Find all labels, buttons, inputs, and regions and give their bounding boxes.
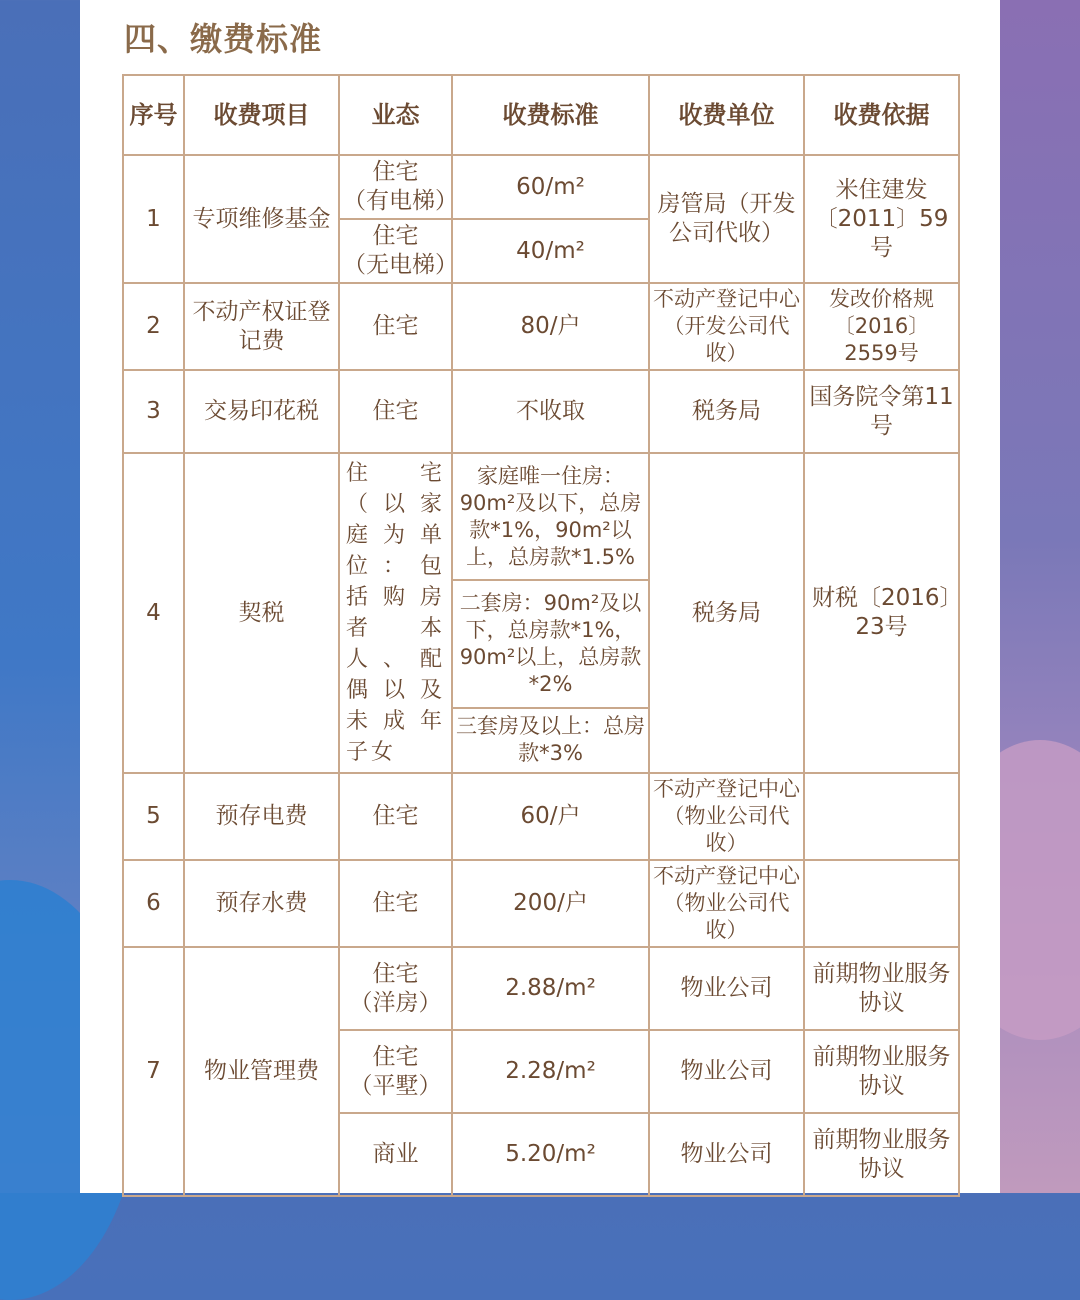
fee-basis: 发改价格规〔2016〕2559号 — [804, 283, 959, 370]
table-row — [123, 773, 959, 860]
fee-basis: 财税〔2016〕23号 — [804, 453, 959, 773]
section-title: 四、缴费标准 — [124, 20, 323, 58]
fee-item: 物业管理费 — [184, 947, 339, 1196]
fee-item: 契税 — [184, 453, 339, 773]
row-number: 4 — [123, 453, 184, 773]
fee-standard: 60/m² — [452, 155, 649, 219]
property-type: 住宅 （洋房） — [339, 947, 452, 1030]
fee-unit: 不动产登记中心（物业公司代收） — [649, 773, 804, 860]
table-row — [123, 155, 959, 219]
fee-unit: 不动产登记中心（物业公司代收） — [649, 860, 804, 947]
fee-standard: 80/户 — [452, 283, 649, 370]
table-row — [123, 453, 959, 580]
header-cell: 序号 — [123, 75, 184, 155]
header-cell: 收费标准 — [452, 75, 649, 155]
fee-standard: 二套房：90m²及以下，总房款*1%，90m²以上，总房款*2% — [452, 580, 649, 707]
fee-basis — [804, 860, 959, 947]
fee-item: 专项维修基金 — [184, 155, 339, 283]
row-number: 2 — [123, 283, 184, 370]
table-row — [123, 860, 959, 947]
fee-basis: 前期物业服务协议 — [804, 1113, 959, 1196]
fee-item: 预存电费 — [184, 773, 339, 860]
fee-standard: 三套房及以上：总房款*3% — [452, 708, 649, 773]
table-header-row — [123, 75, 959, 155]
fee-standard: 不收取 — [452, 370, 649, 453]
fee-standard: 40/m² — [452, 219, 649, 283]
table-row — [123, 370, 959, 453]
row-number: 5 — [123, 773, 184, 860]
fee-standard: 5.20/m² — [452, 1113, 649, 1196]
header-cell: 业态 — [339, 75, 452, 155]
fee-unit: 房管局（开发公司代收） — [649, 155, 804, 283]
property-type: 住宅 — [339, 370, 452, 453]
fee-unit: 物业公司 — [649, 947, 804, 1030]
fee-basis — [804, 773, 959, 860]
header-cell: 收费项目 — [184, 75, 339, 155]
fee-basis: 国务院令第11号 — [804, 370, 959, 453]
fee-unit: 税务局 — [649, 453, 804, 773]
property-type: 住宅 — [339, 283, 452, 370]
fee-table — [122, 74, 960, 1197]
property-type: 住宅（以家庭为单位：包括购房者本人、配偶以及未成年子女 — [339, 453, 452, 773]
property-type: 住宅 — [339, 860, 452, 947]
fee-item: 交易印花税 — [184, 370, 339, 453]
fee-basis: 米住建发〔2011〕59号 — [804, 155, 959, 283]
property-type: 住宅 （平墅） — [339, 1030, 452, 1113]
fee-standard: 60/户 — [452, 773, 649, 860]
fee-standard: 2.28/m² — [452, 1030, 649, 1113]
fee-basis: 前期物业服务协议 — [804, 1030, 959, 1113]
fee-item: 预存水费 — [184, 860, 339, 947]
row-number: 7 — [123, 947, 184, 1196]
table-row — [123, 947, 959, 1030]
property-type: 住宅 （有电梯） — [339, 155, 452, 219]
fee-standard: 200/户 — [452, 860, 649, 947]
table-row — [123, 283, 959, 370]
header-cell: 收费依据 — [804, 75, 959, 155]
fee-standard: 家庭唯一住房：90m²及以下，总房款*1%，90m²以上，总房款*1.5% — [452, 453, 649, 580]
row-number: 3 — [123, 370, 184, 453]
fee-standard: 2.88/m² — [452, 947, 649, 1030]
fee-unit: 税务局 — [649, 370, 804, 453]
row-number: 1 — [123, 155, 184, 283]
row-number: 6 — [123, 860, 184, 947]
property-type: 住宅 （无电梯） — [339, 219, 452, 283]
fee-unit: 不动产登记中心（开发公司代收） — [649, 283, 804, 370]
property-type: 商业 — [339, 1113, 452, 1196]
fee-unit: 物业公司 — [649, 1113, 804, 1196]
fee-item: 不动产权证登记费 — [184, 283, 339, 370]
header-cell: 收费单位 — [649, 75, 804, 155]
property-type: 住宅 — [339, 773, 452, 860]
content-card — [80, 0, 1000, 1193]
fee-unit: 物业公司 — [649, 1030, 804, 1113]
fee-basis: 前期物业服务协议 — [804, 947, 959, 1030]
